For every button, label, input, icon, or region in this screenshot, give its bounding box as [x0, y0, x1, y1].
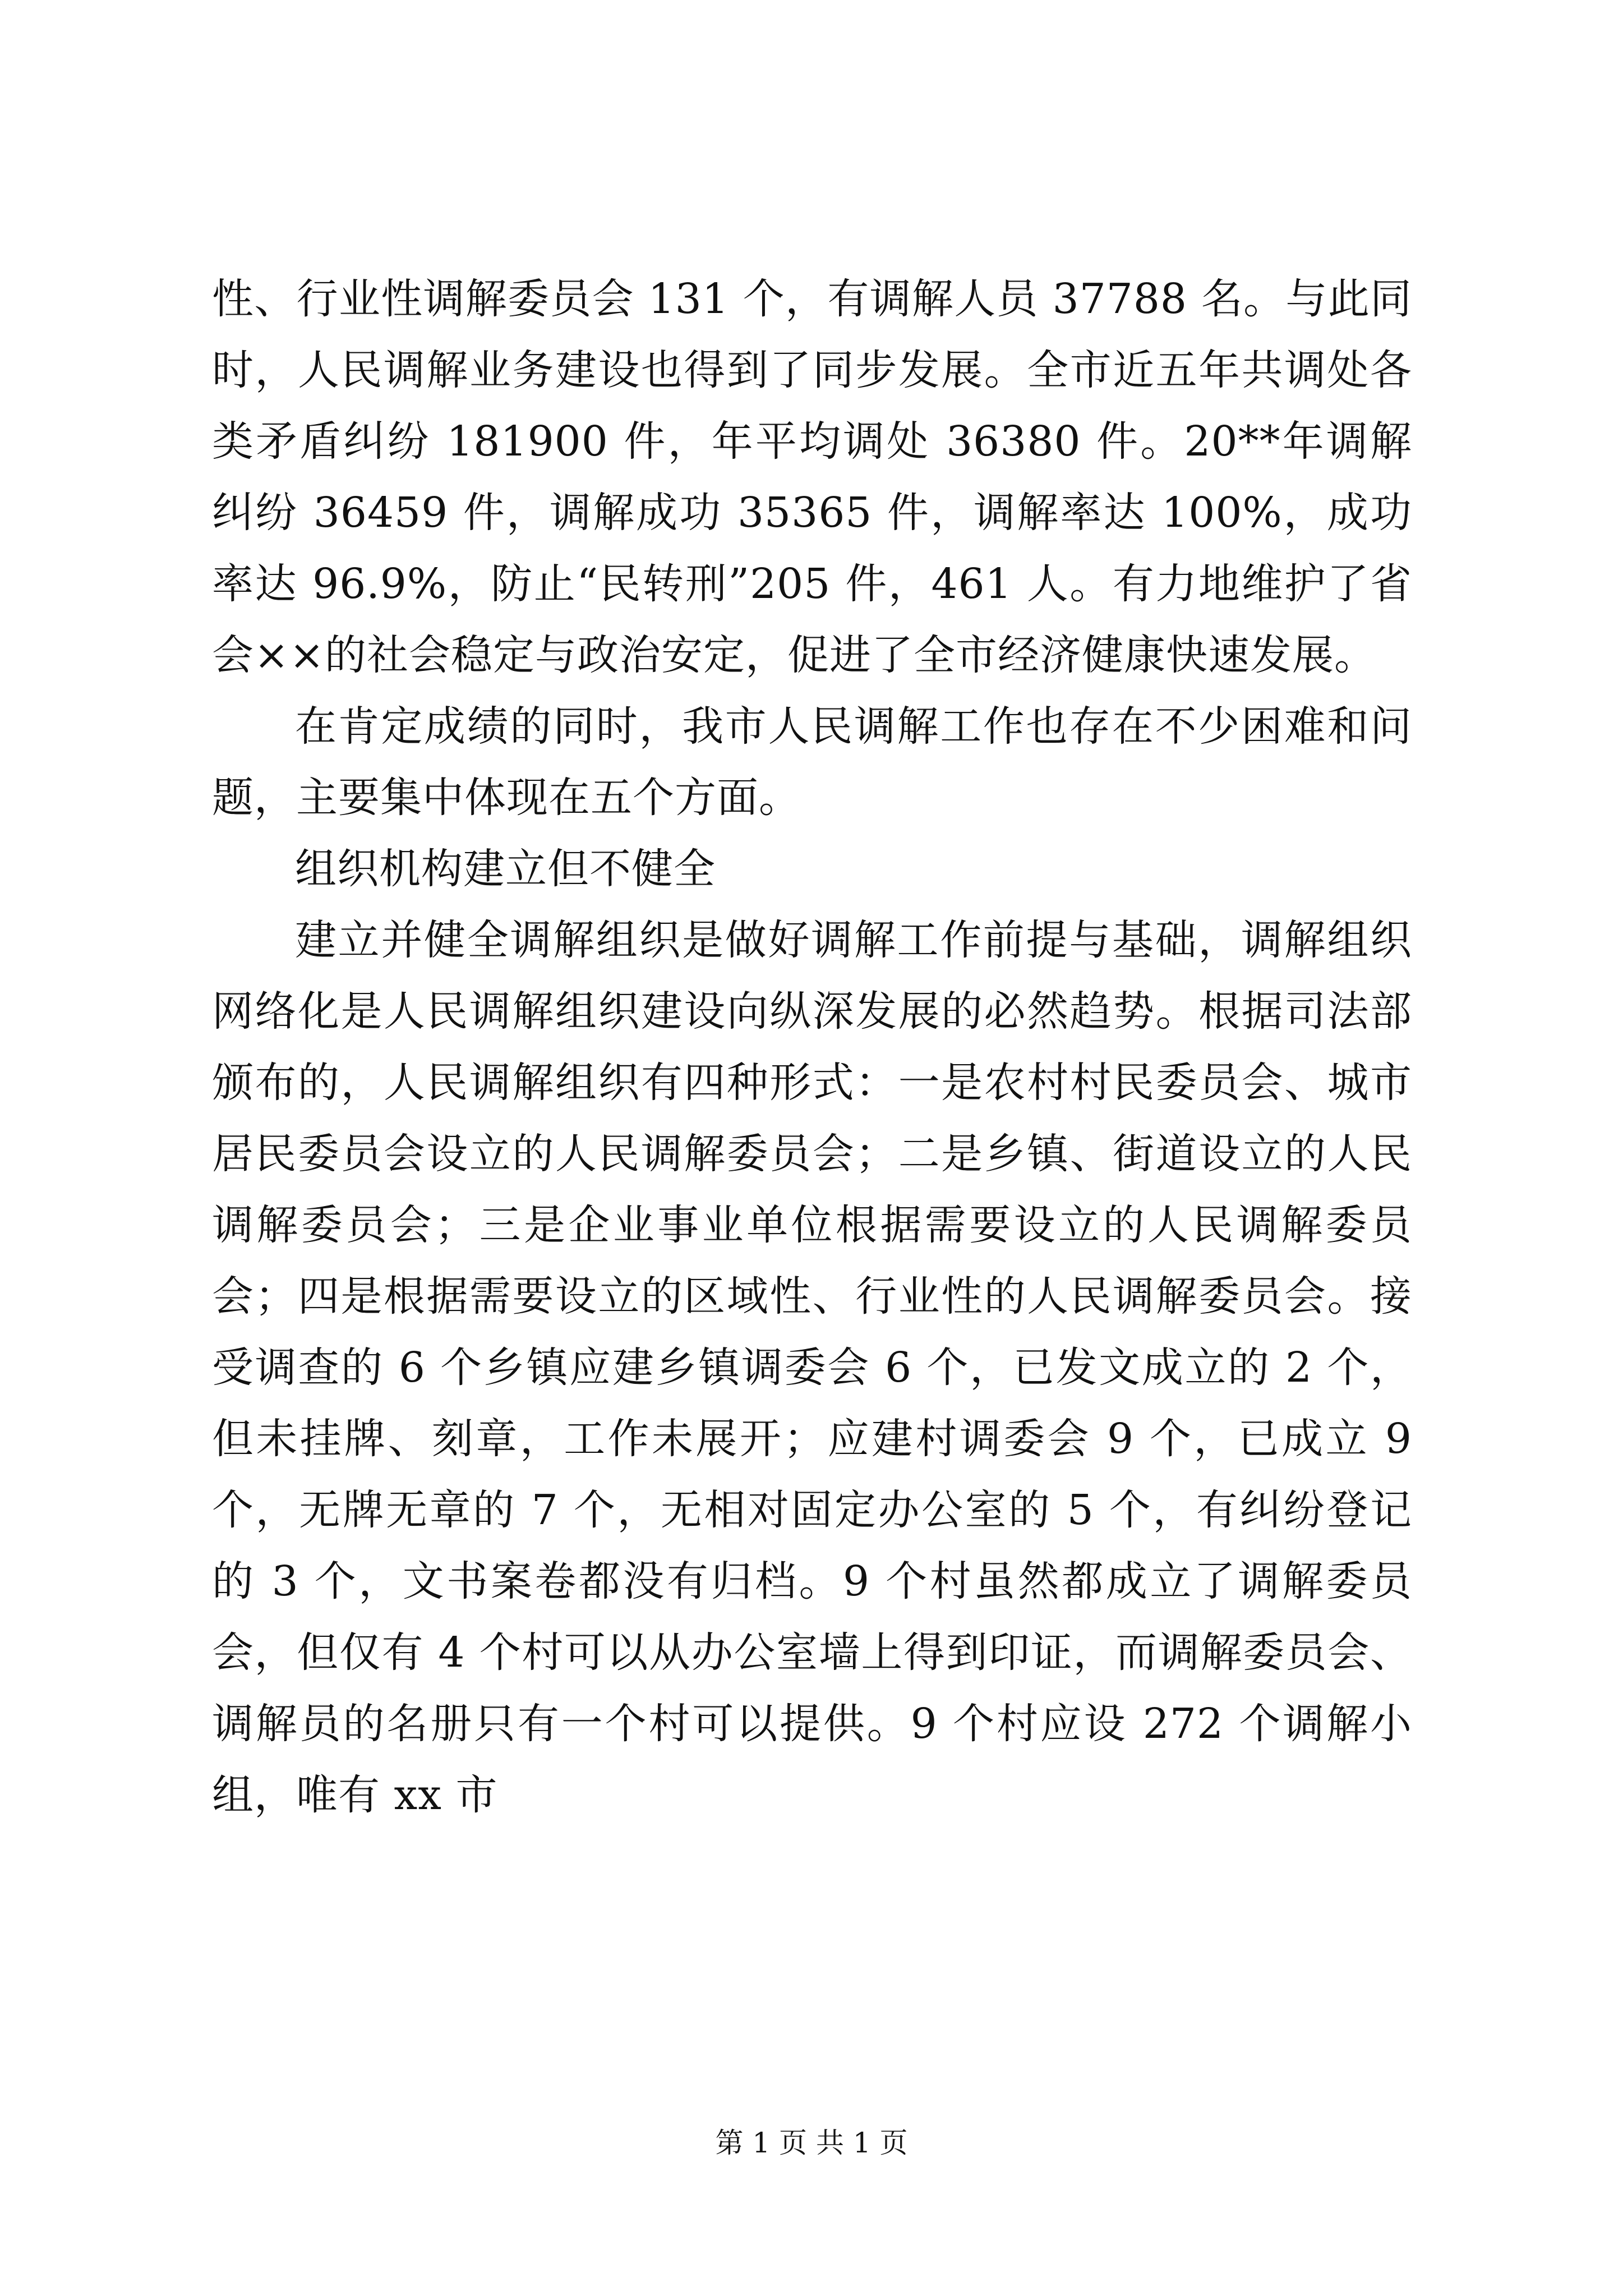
- section-heading: 组织机构建立但不健全: [295, 845, 716, 893]
- page-footer: 第 1 页 共 1 页: [715, 2127, 908, 2159]
- paragraph-organization: 建立并健全调解组织是做好调解工作前提与基础，调解组织网络化是人民调解组织建设向纵深发展的必然趋势。根据司法部颁布的，人民调解组织有四种形式：一是农村村民委员会、城市居民委员会设立的人民调解委员会；二是乡镇、街道设立的人民调解委员会；三是企业事业单位根据需要设立的人民调解委员会；四是根据需要设立的区域性、行业性的人民调解委员会。接受调查的 6 个乡镇应建乡镇调委会 6 个，已发文成立的 2 个，但未挂牌、刻章，工作未展开；应建村调委会 9 个，已成立 9 个，无牌无章的 7 个，无相对固定办公室的 5 个，有纠纷登记的 3 个，文书案卷都没有归档。9 个村虽然都成立了调解委员会，但仅有 4 个村可以从办公室墙上得到印证，而调解委员会、调解员的名册只有一个村可以提供。9 个村应设 272 个调解小组，唯有 xx 市: [212, 916, 1412, 1819]
- document-body: [212, 264, 1412, 1831]
- paragraph-problems-intro: 在肯定成绩的同时，我市人民调解工作也存在不少困难和问题，主要集中体现在五个方面。: [212, 702, 1412, 822]
- paragraph-statistics: 性、行业性调解委员会 131 个，有调解人员 37788 名。与此同时，人民调解业务建设也得到了同步发展。全市近五年共调处各类矛盾纠纷 181900 件，年平均调处 36380 件。20**年调解纠纷 36459 件，调解成功 35365 件，调解率达 100%，成功率达 96.9%，防止“民转刑”205 件，461 人。有力地维护了省会××的社会稳定与政治安定，促进了全市经济健康快速发展。: [212, 275, 1412, 679]
